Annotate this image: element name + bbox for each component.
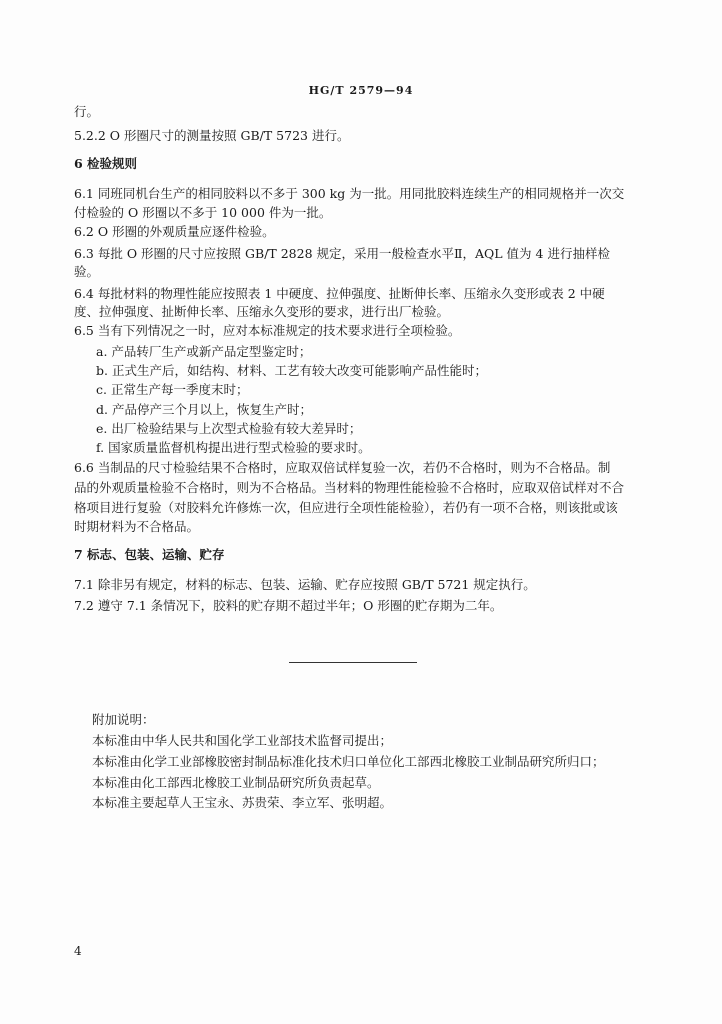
- list-item-f: f. 国家质量监督机构提出进行型式检验的要求时。: [96, 440, 371, 455]
- section-6-heading: 6 检验规则: [74, 156, 138, 171]
- list-item-c: c. 正常生产每一季度末时；: [96, 382, 249, 397]
- clause-6-3-line1: 6.3 每批 O 形圈的尺寸应按照 GB/T 2828 规定，采用一般检查水平Ⅱ，AQL 值为 4 进行抽样检: [74, 246, 610, 261]
- list-item-a: a. 产品转厂生产或新产品定型鉴定时；: [96, 344, 312, 359]
- clause-6-6-line2: 品的外观质量检验不合格时，则为不合格品。当材料的物理性能检验不合格时，应取双倍试样对不合: [74, 480, 625, 495]
- section-7-heading: 7 标志、包装、运输、贮存: [74, 547, 225, 562]
- standard-code-header: HG/T 2579—94: [308, 84, 414, 97]
- appendix-line-3: 本标准由化工部西北橡胶工业制品研究所负责起草。: [92, 775, 380, 790]
- clause-5-2-2: 5.2.2 O 形圈尺寸的测量按照 GB/T 5723 进行。: [74, 128, 350, 143]
- continuation-text: 行。: [74, 104, 100, 119]
- clause-6-4-line1: 6.4 每批材料的物理性能应按照表 1 中硬度、拉伸强度、扯断伸长率、压缩永久变形或表 2 中硬: [74, 286, 605, 301]
- section-divider: [289, 662, 417, 663]
- page-number: 4: [74, 944, 82, 958]
- clause-6-4-line2: 度、拉伸强度、扯断伸长率、压缩永久变形的要求，进行出厂检验。: [74, 304, 450, 319]
- list-item-d: d. 产品停产三个月以上，恢复生产时；: [96, 402, 312, 417]
- list-item-b: b. 正式生产后，如结构、材料、工艺有较大改变可能影响产品性能时；: [96, 363, 487, 378]
- clause-6-2: 6.2 O 形圈的外观质量应逐件检验。: [74, 224, 275, 239]
- appendix-title: 附加说明：: [92, 712, 155, 727]
- appendix-line-4: 本标准主要起草人王宝永、苏贵荣、李立军、张明超。: [92, 795, 393, 810]
- clause-7-1: 7.1 除非另有规定，材料的标志、包装、运输、贮存应按照 GB/T 5721 规定执行。: [74, 577, 536, 592]
- clause-6-5: 6.5 当有下列情况之一时，应对本标准规定的技术要求进行全项检验。: [74, 323, 461, 338]
- clause-6-6-line3: 格项目进行复验（对胶料允许修炼一次，但应进行全项性能检验），若仍有一项不合格，则该批或该: [74, 500, 618, 515]
- clause-6-6-line1: 6.6 当制品的尺寸检验结果不合格时，应取双倍试样复验一次，若仍不合格时，则为不合格品。制: [74, 460, 611, 475]
- clause-6-6-line4: 时期材料为不合格品。: [74, 519, 200, 534]
- clause-6-3-line2: 验。: [74, 264, 100, 279]
- appendix-line-1: 本标准由中华人民共和国化学工业部技术监督司提出；: [92, 733, 393, 748]
- clause-6-1-line1: 6.1 同班同机台生产的相同胶料以不多于 300 kg 为一批。用同批胶料连续生产的相同规格并一次交: [74, 186, 625, 201]
- clause-6-1-line2: 付检验的 O 形圈以不多于 10 000 件为一批。: [74, 205, 332, 220]
- clause-7-2: 7.2 遵守 7.1 条情况下，胶料的贮存期不超过半年；O 形圈的贮存期为二年。: [74, 598, 503, 613]
- list-item-e: e. 出厂检验结果与上次型式检验有较大差异时；: [96, 421, 362, 436]
- appendix-line-2: 本标准由化学工业部橡胶密封制品标准化技术归口单位化工部西北橡胶工业制品研究所归口；: [92, 754, 605, 769]
